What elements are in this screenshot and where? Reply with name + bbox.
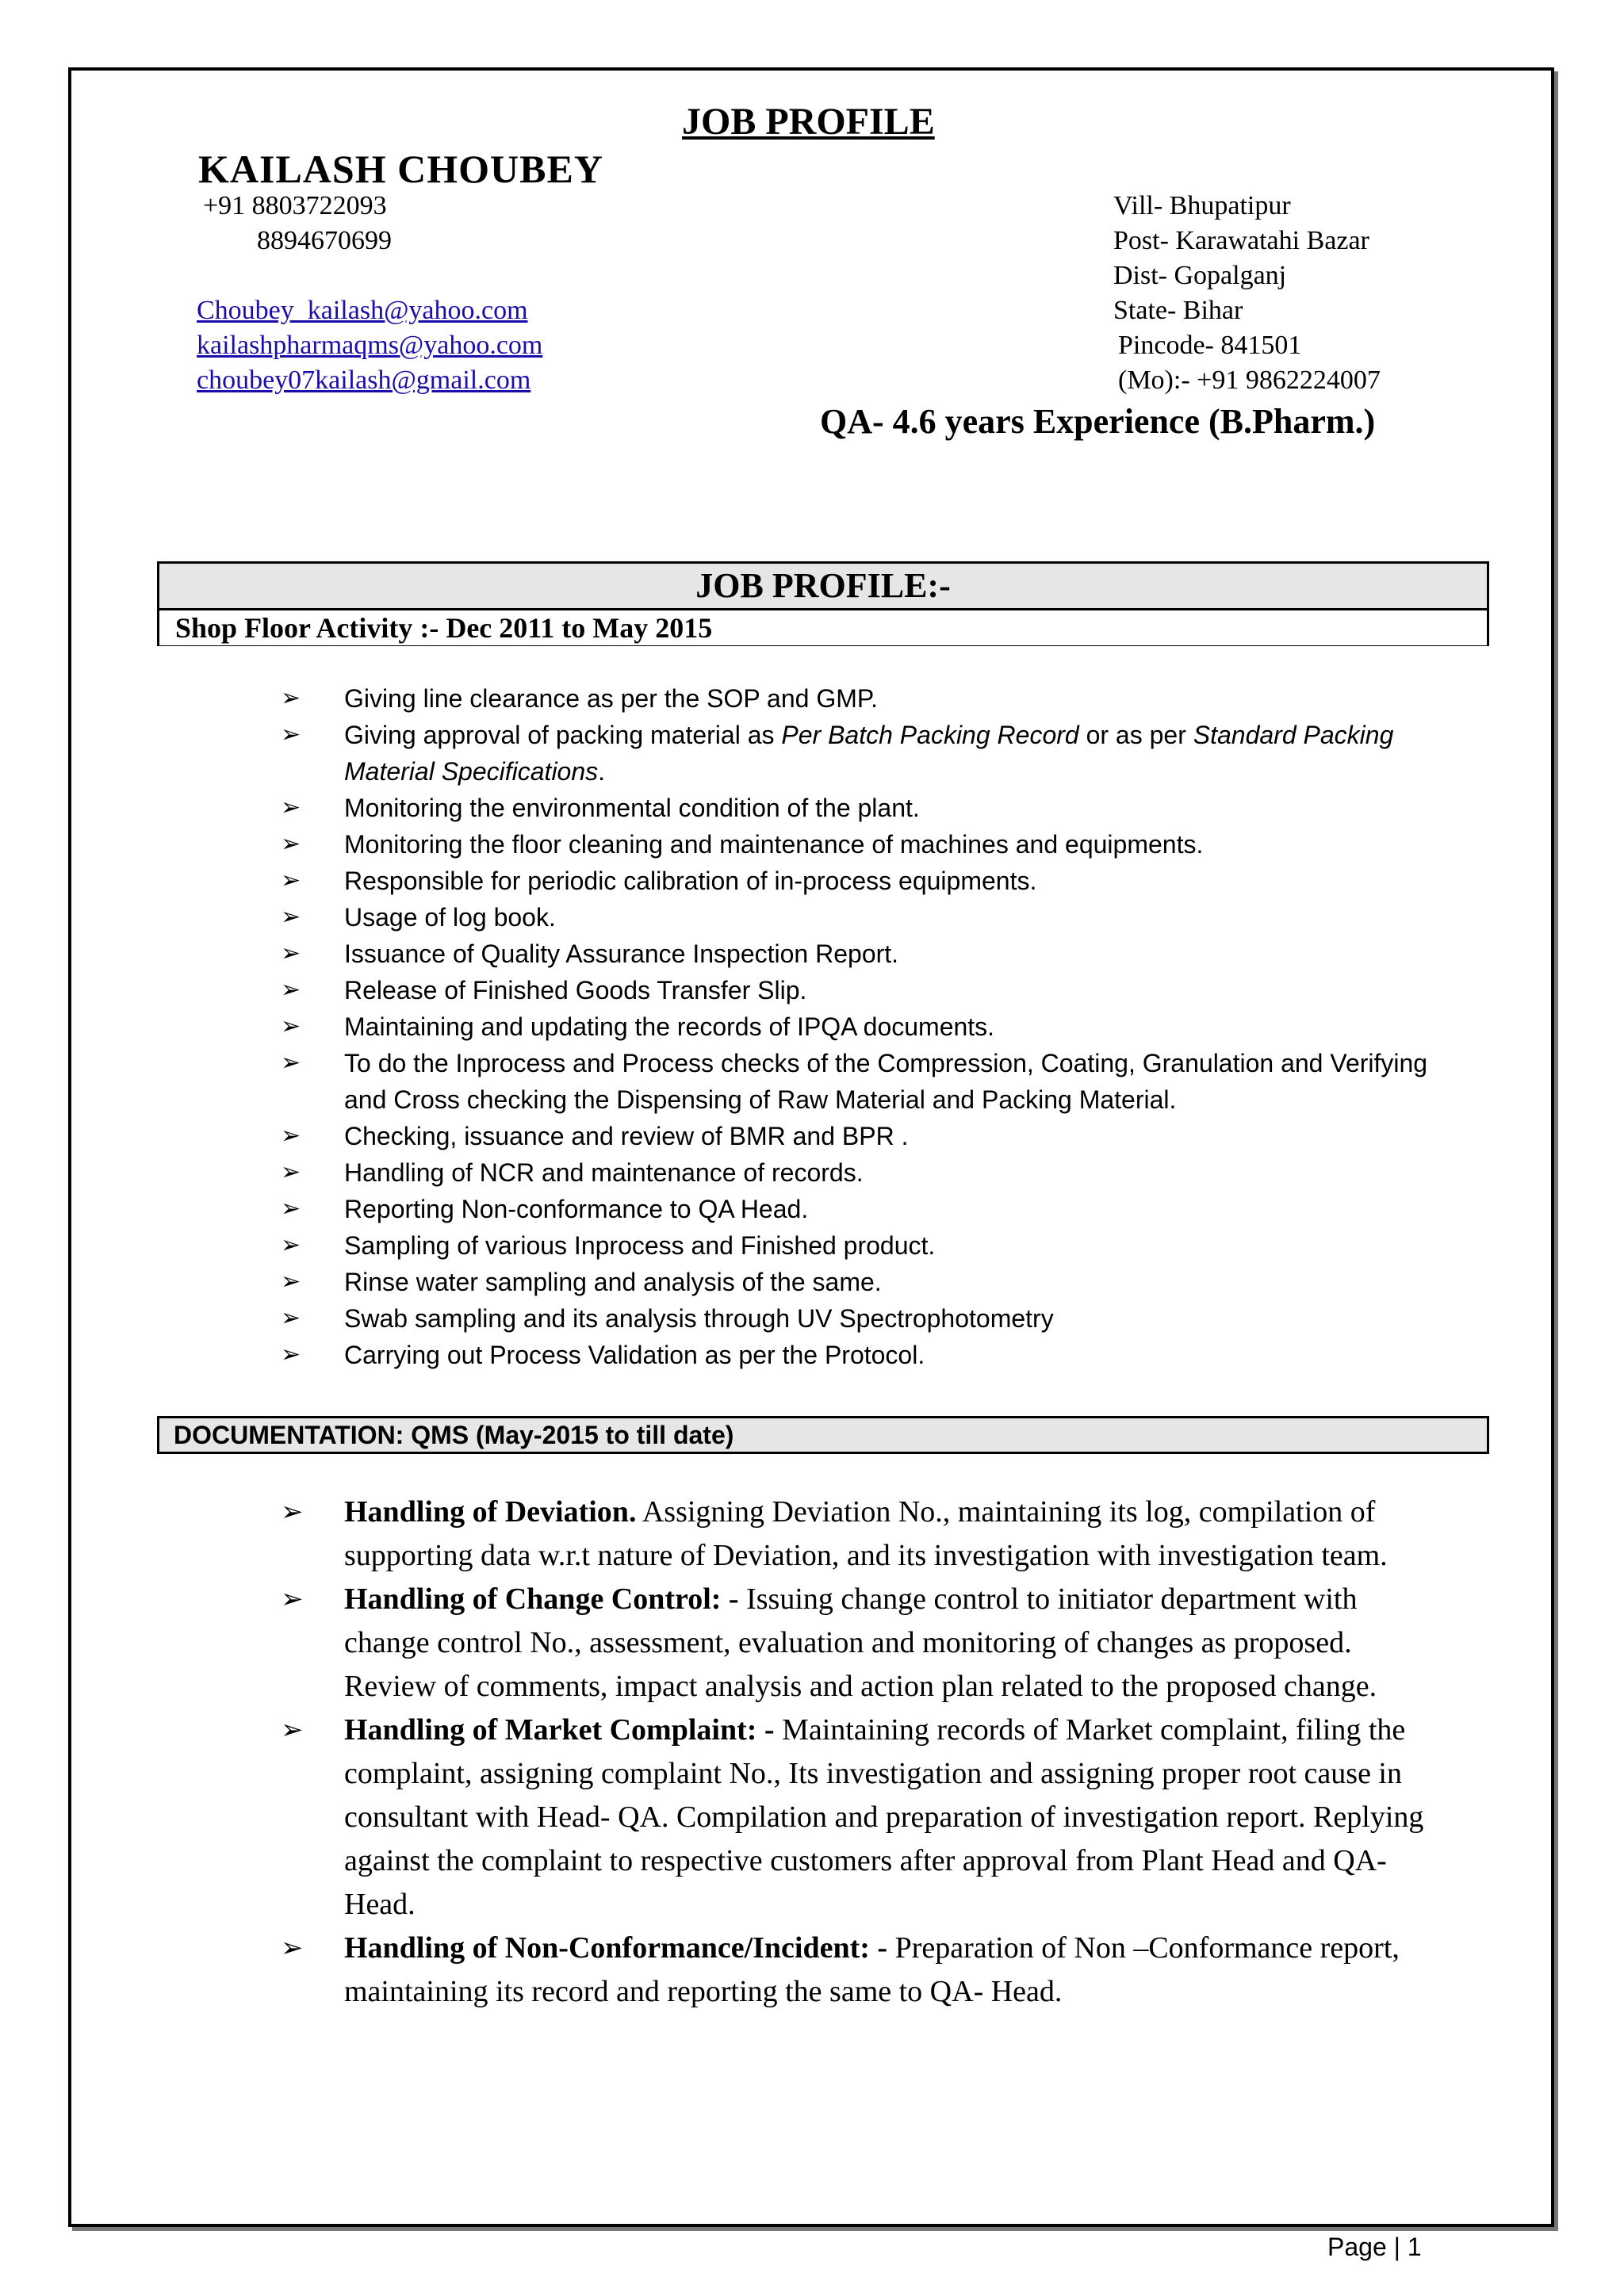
list-item: ➢ Giving line clearance as per the SOP and GMP. bbox=[281, 680, 1470, 717]
arrow-bullet-icon: ➢ bbox=[281, 1496, 304, 1528]
arrow-bullet-icon: ➢ bbox=[281, 1049, 301, 1077]
phone-primary: +91 8803722093 bbox=[203, 191, 387, 220]
list-item: ➢ Checking, issuance and review of BMR and BPR . bbox=[281, 1118, 1470, 1154]
arrow-bullet-icon: ➢ bbox=[281, 939, 301, 967]
list-item: ➢ Handling of Market Complaint: - Maintaining records of Market complaint, filing the complaint, assigning complaint No., Its investigation and assigning proper root cause in consultant with Head- QA. Compilation and preparation of investigation report. Replying against the complaint to respective customers after approval from Plant Head and QA- Head. bbox=[281, 1709, 1438, 1927]
page-number: Page | 1 bbox=[1327, 2233, 1422, 2261]
list-item: ➢ Rinse water sampling and analysis of the same. bbox=[281, 1264, 1470, 1300]
arrow-bullet-icon: ➢ bbox=[281, 1268, 301, 1295]
list-item: ➢ To do the Inprocess and Process checks of the Compression, Coating, Granulation and Verifying and Cross checking the Dispensing of Raw Material and Packing Material. bbox=[281, 1045, 1470, 1118]
documentation-list bbox=[281, 1490, 1438, 2014]
job-profile-box bbox=[157, 561, 1489, 646]
arrow-bullet-icon: ➢ bbox=[281, 1012, 301, 1040]
arrow-bullet-icon: ➢ bbox=[281, 684, 301, 712]
shop-floor-list bbox=[281, 680, 1470, 1373]
arrow-bullet-icon: ➢ bbox=[281, 1341, 301, 1368]
arrow-bullet-icon: ➢ bbox=[281, 1304, 301, 1332]
arrow-bullet-icon: ➢ bbox=[281, 1195, 301, 1223]
arrow-bullet-icon: ➢ bbox=[281, 1583, 304, 1615]
address-state: State- Bihar bbox=[1113, 296, 1243, 325]
phone-secondary: 8894670699 bbox=[257, 226, 392, 255]
arrow-bullet-icon: ➢ bbox=[281, 830, 301, 858]
list-item: ➢ Handling of Deviation. Assigning Deviation No., maintaining its log, compilation of supporting data w.r.t nature of Deviation, and its investigation with investigation team. bbox=[281, 1490, 1438, 1578]
arrow-bullet-icon: ➢ bbox=[281, 976, 301, 1004]
list-item: ➢ Carrying out Process Validation as per the Protocol. bbox=[281, 1337, 1470, 1373]
list-item: ➢ Sampling of various Inprocess and Finished product. bbox=[281, 1227, 1470, 1264]
address-post: Post- Karawatahi Bazar bbox=[1113, 226, 1369, 255]
list-item: ➢ Swab sampling and its analysis through UV Spectrophotometry bbox=[281, 1300, 1470, 1337]
email-link-1[interactable]: Choubey_kailash@yahoo.com bbox=[197, 296, 528, 325]
job-profile-heading: JOB PROFILE:- bbox=[159, 564, 1487, 610]
arrow-bullet-icon: ➢ bbox=[281, 903, 301, 931]
arrow-bullet-icon: ➢ bbox=[281, 1158, 301, 1186]
experience-summary: QA- 4.6 years Experience (B.Pharm.) bbox=[820, 402, 1376, 441]
shop-floor-subheading: Shop Floor Activity :- Dec 2011 to May 2015 bbox=[159, 610, 1487, 645]
list-item: ➢ Responsible for periodic calibration of in-process equipments. bbox=[281, 863, 1470, 899]
list-item: ➢ Handling of Non-Conformance/Incident: - Preparation of Non –Conformance report, maintaining its record and reporting the same to QA- Head. bbox=[281, 1927, 1438, 2014]
arrow-bullet-icon: ➢ bbox=[281, 1231, 301, 1259]
arrow-bullet-icon: ➢ bbox=[281, 1714, 304, 1746]
list-item: ➢ Release of Finished Goods Transfer Slip. bbox=[281, 972, 1470, 1008]
list-item: ➢ Handling of Change Control: - Issuing change control to initiator department with change control No., assessment, evaluation and monitoring of changes as proposed. Review of comments, impact analysis and action plan related to the proposed change. bbox=[281, 1578, 1438, 1709]
list-item: ➢ Issuance of Quality Assurance Inspection Report. bbox=[281, 936, 1470, 972]
arrow-bullet-icon: ➢ bbox=[281, 867, 301, 894]
page-title: JOB PROFILE bbox=[682, 101, 935, 143]
address-district: Dist- Gopalganj bbox=[1113, 261, 1287, 290]
candidate-name: KAILASH CHOUBEY bbox=[198, 147, 603, 191]
address-pincode: Pincode- 841501 bbox=[1118, 331, 1302, 360]
list-item: ➢ Maintaining and updating the records of IPQA documents. bbox=[281, 1008, 1470, 1045]
list-item: ➢ Giving approval of packing material as Per Batch Packing Record or as per Standard Packing Material Specifications. bbox=[281, 717, 1470, 790]
list-item: ➢ Usage of log book. bbox=[281, 899, 1470, 936]
documentation-heading: DOCUMENTATION: QMS (May-2015 to till date) bbox=[157, 1416, 1489, 1454]
address-village: Vill- Bhupatipur bbox=[1113, 191, 1291, 220]
arrow-bullet-icon: ➢ bbox=[281, 1122, 301, 1150]
address-mobile: (Mo):- +91 9862224007 bbox=[1118, 365, 1381, 395]
arrow-bullet-icon: ➢ bbox=[281, 1932, 304, 1964]
list-item: ➢ Reporting Non-conformance to QA Head. bbox=[281, 1191, 1470, 1227]
arrow-bullet-icon: ➢ bbox=[281, 721, 301, 748]
email-link-3[interactable]: choubey07kailash@gmail.com bbox=[197, 365, 531, 395]
email-link-2[interactable]: kailashpharmaqms@yahoo.com bbox=[197, 331, 543, 360]
list-item: ➢ Monitoring the floor cleaning and maintenance of machines and equipments. bbox=[281, 826, 1470, 863]
list-item: ➢ Monitoring the environmental condition of the plant. bbox=[281, 790, 1470, 826]
arrow-bullet-icon: ➢ bbox=[281, 794, 301, 821]
list-item: ➢ Handling of NCR and maintenance of records. bbox=[281, 1154, 1470, 1191]
